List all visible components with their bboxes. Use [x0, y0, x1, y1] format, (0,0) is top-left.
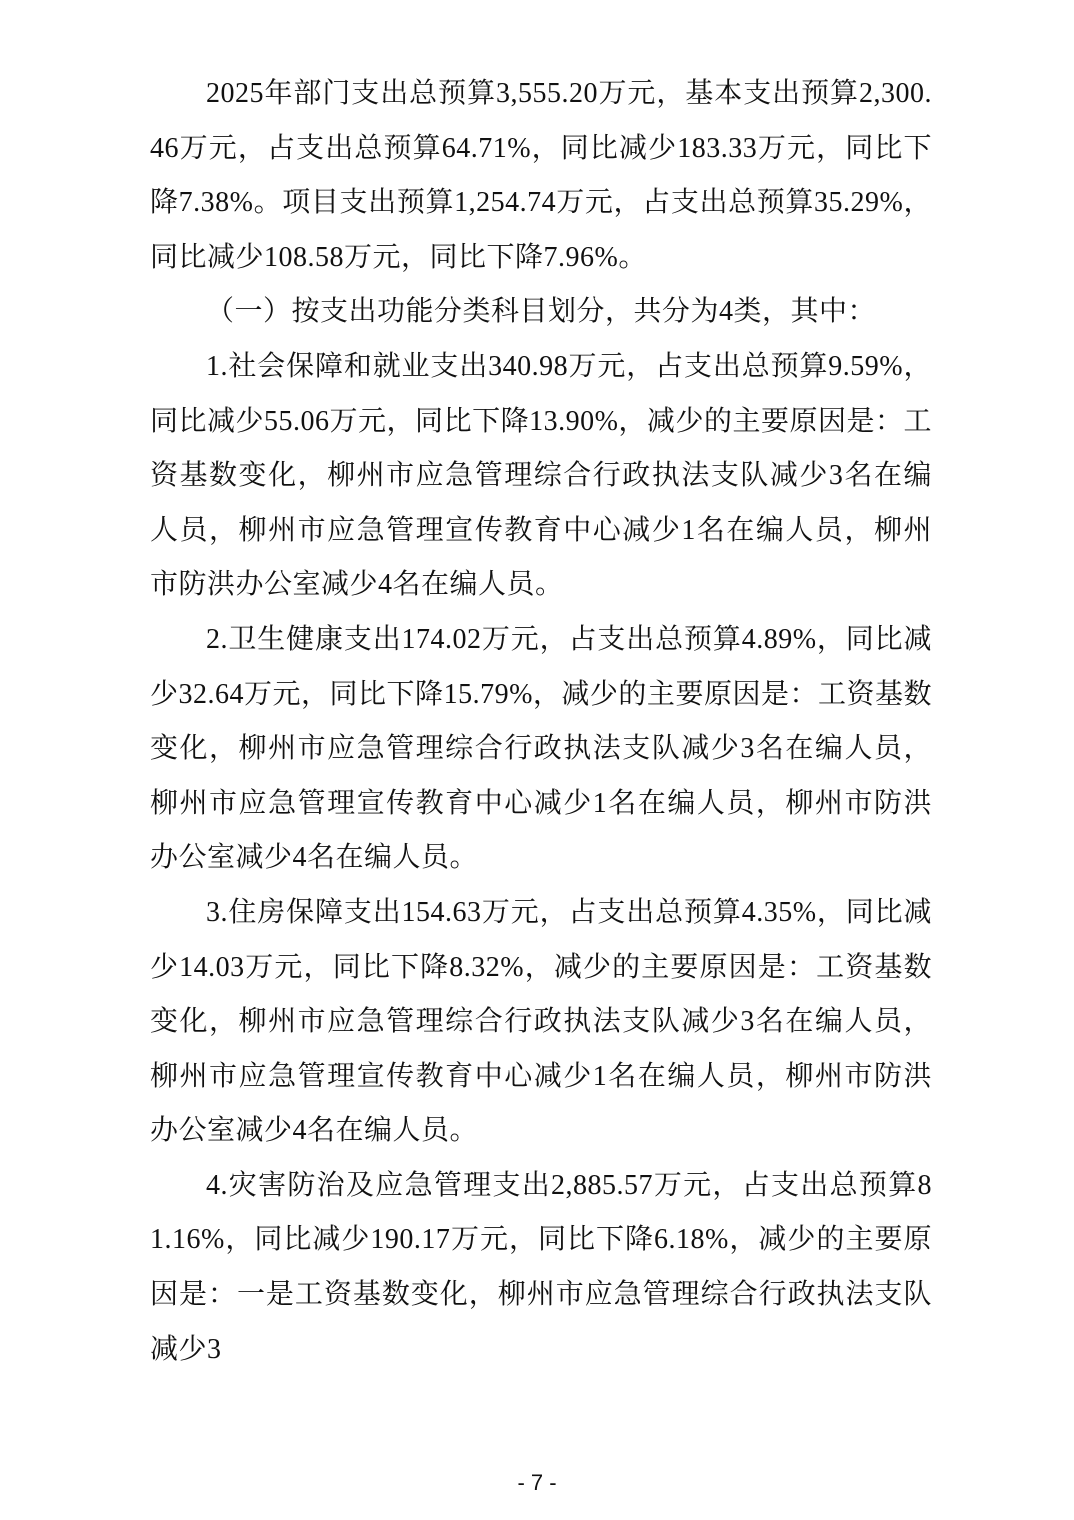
paragraph-budget-overview: 2025年部门支出总预算3,555.20万元，基本支出预算2,300.46万元，占支出总预算64.71%，同比减少183.33万元，同比下降7.38%。项目支出预算1,254.74万元，占支出总预算35.29%，同比减少108.58万元，同比下降7.96%。	[150, 78, 932, 273]
paragraph-item-3-housing: 3.住房保障支出154.63万元，占支出总预算4.35%，同比减少14.03万元，同比下降8.32%，减少的主要原因是：工资基数变化，柳州市应急管理综合行政执法支队减少3名在编人员，柳州市应急管理宣传教育中心减少1名在编人员，柳州市防洪办公室减少4名在编人员。	[150, 896, 932, 1147]
document-body	[150, 67, 932, 1377]
paragraph-item-2-health: 2.卫生健康支出174.02万元，占支出总预算4.89%，同比减少32.64万元，同比下降15.79%，减少的主要原因是：工资基数变化，柳州市应急管理综合行政执法支队减少3名在编人员，柳州市应急管理宣传教育中心减少1名在编人员，柳州市防洪办公室减少4名在编人员。	[150, 623, 932, 874]
page-number: - 7 -	[517, 1470, 557, 1495]
paragraph-section-heading-function-classification: （一）按支出功能分类科目划分，共分为4类，其中：	[206, 296, 877, 328]
page-footer	[0, 1468, 1074, 1498]
paragraph-item-4-disaster-emergency: 4.灾害防治及应急管理支出2,885.57万元，占支出总预算81.16%，同比减少190.17万元，同比下降6.18%，减少的主要原因是：一是工资基数变化，柳州市应急管理综合行政执法支队减少3	[150, 1169, 932, 1365]
paragraph-item-1-social-security: 1.社会保障和就业支出340.98万元，占支出总预算9.59%，同比减少55.06万元，同比下降13.90%，减少的主要原因是：工资基数变化，柳州市应急管理综合行政执法支队减少3名在编人员，柳州市应急管理宣传教育中心减少1名在编人员，柳州市防洪办公室减少4名在编人员。	[150, 350, 932, 601]
